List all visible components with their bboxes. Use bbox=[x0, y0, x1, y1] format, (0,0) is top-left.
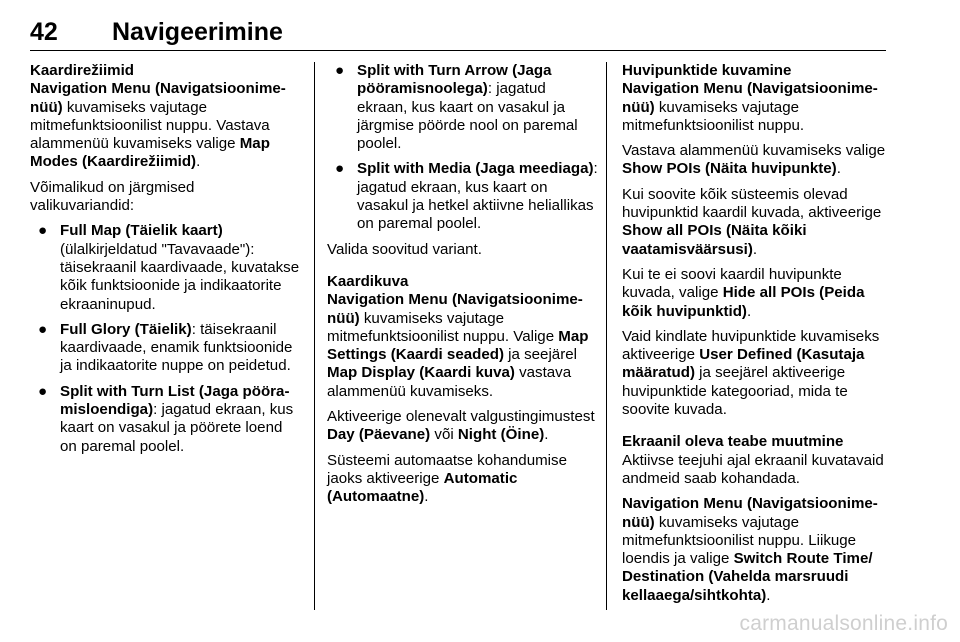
text: ja seejärel bbox=[503, 346, 577, 364]
text: kuvamiseks vajutage mitmefunktsioonilist nuppu. Valige bbox=[327, 309, 559, 345]
text: vastava alammenüü kuvamiseks. bbox=[327, 364, 572, 400]
option-term: Split with Turn Arrow (Jaga pööramisnoolega) bbox=[357, 62, 552, 98]
list-item bbox=[327, 62, 599, 153]
paragraph bbox=[622, 142, 888, 179]
text: : jagatud ekraan, kus kaart on vasakul ja järgmise pöörde nool on paremal poolel. bbox=[357, 80, 578, 153]
chapter-title: Navigeerimine bbox=[112, 18, 283, 46]
list-item bbox=[30, 222, 302, 313]
text: . bbox=[752, 240, 758, 258]
text: ja seejärel aktiveerige huvipunktide kategooriad, mida te soovite kuvada. bbox=[622, 364, 848, 419]
watermark: carmanualsonline.info bbox=[739, 612, 948, 635]
bullet-icon: ● bbox=[38, 320, 48, 338]
menu-term: Navigation Menu (Navigatsioonime-nüü) bbox=[327, 291, 583, 327]
paragraph bbox=[622, 495, 888, 605]
text: Vastava alammenüü kuvamiseks valige bbox=[622, 142, 886, 160]
option-term: Full Map (Täielik kaart) bbox=[60, 222, 223, 240]
menu-term: Show POIs (Näita huvipunkte) bbox=[622, 160, 837, 178]
paragraph bbox=[30, 80, 302, 171]
menu-term: Map Settings (Kaardi seaded) bbox=[327, 327, 589, 364]
text: : jagatud ekraan, kus kaart on vasakul ja hetkel aktiivne heliallikas on paremal poolel. bbox=[357, 160, 598, 233]
menu-term: Show all POIs (Näita kõiki vaatamisväärsusi) bbox=[622, 222, 807, 258]
text: : jagatud ekraan, kus kaart on vasakul ja pöörete loend on paremal poolel. bbox=[60, 401, 294, 455]
section-heading: Kaardirežiimid bbox=[30, 62, 135, 79]
paragraph: Valida soovitud variant. bbox=[327, 240, 482, 258]
text: Kui soovite kõik süsteemis olevad huvipunktid kaardil kuvada, aktiveerige bbox=[622, 185, 882, 222]
column-3 bbox=[622, 62, 888, 612]
text: kuvamiseks vajutage mitmefunktsioonilist nuppu. Vastava alammenüü kuvamiseks valige bbox=[30, 98, 270, 153]
column-2 bbox=[327, 62, 599, 514]
text: : täisekraanil kaardivaade, enamik funktsioonide ja indikaatorite nuppe on peidetud. bbox=[60, 320, 293, 375]
section-heading: Ekraanil oleva teabe muutmine bbox=[622, 433, 844, 451]
paragraph: Aktiivse teejuhi ajal ekraanil kuvatavaid andmeid saab kohandada. bbox=[622, 451, 884, 487]
text: . bbox=[544, 426, 549, 444]
menu-term: Switch Route Time/ Destination (Vahelda marsruudi kellaaega/sihtkohta) bbox=[622, 550, 873, 604]
section-heading: Huvipunktide kuvamine bbox=[622, 62, 792, 79]
paragraph bbox=[622, 80, 888, 135]
option-term: Full Glory (Täielik) bbox=[60, 320, 192, 338]
menu-term: User Defined (Kasutaja määratud) bbox=[622, 346, 865, 382]
text: . bbox=[746, 302, 752, 320]
column-1 bbox=[30, 62, 302, 463]
text: . bbox=[766, 586, 771, 604]
bullet-icon: ● bbox=[335, 62, 345, 79]
paragraph bbox=[622, 186, 888, 259]
text: kuvamiseks vajutage mitmefunktsioonilist nuppu. bbox=[622, 98, 805, 134]
section-heading: Kaardikuva bbox=[327, 272, 409, 290]
menu-term: Navigation Menu (Navigatsioonime-nüü) bbox=[30, 80, 286, 116]
text: kuvamiseks vajutage mitmefunktsioonilist nuppu. Liikuge loendis ja valige bbox=[622, 513, 857, 568]
text: Kui te ei soovi kaardil huvipunkte kuvada, valige bbox=[622, 265, 842, 302]
bullet-icon: ● bbox=[335, 160, 345, 178]
page-number: 42 bbox=[30, 18, 58, 46]
list-item bbox=[30, 321, 302, 376]
text: . bbox=[836, 160, 841, 178]
menu-term: Map Modes (Kaardirežiimid) bbox=[30, 135, 270, 171]
menu-term: Day (Päevane) bbox=[327, 426, 431, 444]
paragraph bbox=[327, 452, 599, 507]
option-list bbox=[327, 62, 599, 234]
text: Aktiveerige olenevalt valgustingimustest bbox=[327, 408, 595, 426]
menu-term: Hide all POIs (Peida kõik huvipunktid) bbox=[622, 284, 865, 320]
menu-term: Map Display (Kaardi kuva) bbox=[327, 364, 515, 382]
text: (ülalkirjeldatud "Tavavaade"): täisekraanil kaardivaade, kuvatakse kõik funktsioonide ja indikaatorite ekraaninupud. bbox=[60, 240, 300, 313]
bullet-icon: ● bbox=[38, 382, 48, 400]
column-divider bbox=[314, 62, 315, 610]
bullet-icon: ● bbox=[38, 222, 48, 240]
option-term: Split with Turn List (Jaga pööra-misloendiga) bbox=[60, 382, 290, 419]
list-item bbox=[30, 383, 302, 456]
header-rule bbox=[30, 50, 886, 51]
menu-term: Navigation Menu (Navigatsioonime-nüü) bbox=[622, 80, 878, 116]
menu-term: Automatic (Automaatne) bbox=[327, 469, 518, 506]
menu-term: Navigation Menu (Navigatsioonime-nüü) bbox=[622, 495, 878, 531]
paragraph bbox=[327, 408, 599, 445]
column-divider bbox=[606, 62, 607, 610]
text: Vaid kindlate huvipunktide kuvamiseks aktiveerige bbox=[622, 327, 880, 364]
menu-term: Night (Öine) bbox=[457, 426, 545, 444]
paragraph: Võimalikud on järgmised valikuvariandid: bbox=[30, 178, 195, 215]
list-item bbox=[327, 160, 599, 233]
text: Süsteemi automaatse kohandumise jaoks aktiveerige bbox=[327, 451, 567, 487]
text: . bbox=[424, 488, 429, 506]
text: või bbox=[430, 426, 458, 444]
paragraph bbox=[622, 266, 888, 321]
text: . bbox=[196, 153, 201, 171]
paragraph bbox=[622, 328, 888, 419]
paragraph bbox=[327, 291, 599, 401]
option-term: Split with Media (Jaga meediaga) bbox=[357, 160, 594, 178]
option-list bbox=[30, 222, 302, 456]
